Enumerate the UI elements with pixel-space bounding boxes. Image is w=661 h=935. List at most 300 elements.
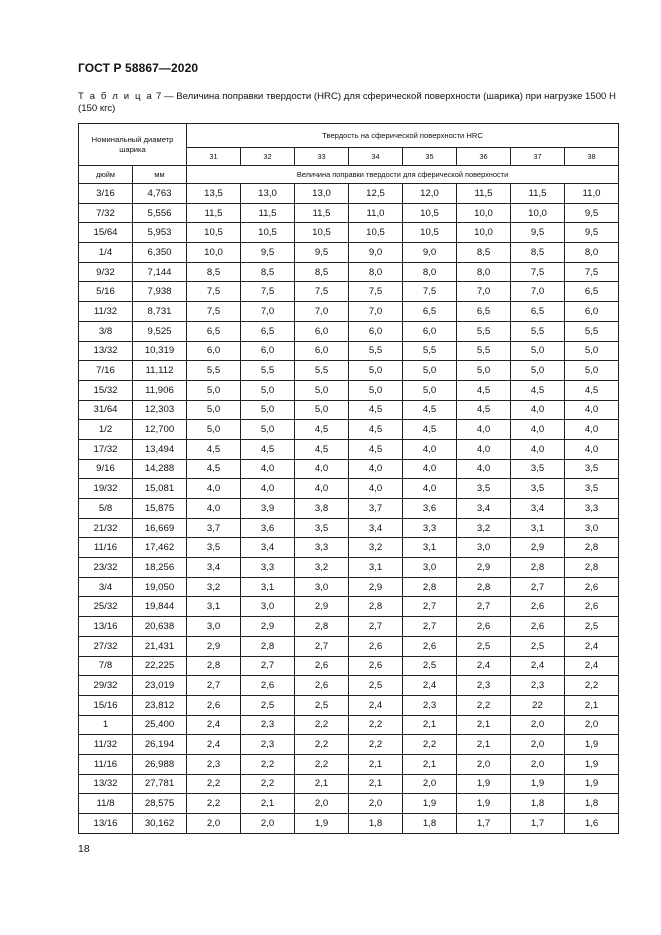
diameter-mm-cell: 5,556 xyxy=(133,203,187,223)
correction-value-cell: 8,5 xyxy=(457,243,511,263)
correction-value-cell: 3,2 xyxy=(187,577,241,597)
correction-value-cell: 4,0 xyxy=(511,400,565,420)
correction-value-cell: 4,0 xyxy=(565,439,619,459)
correction-value-cell: 4,5 xyxy=(187,459,241,479)
document-id: ГОСТ Р 58867—2020 xyxy=(78,61,199,75)
diameter-inch-cell: 1/4 xyxy=(79,243,133,263)
correction-value-cell: 3,5 xyxy=(565,479,619,499)
correction-value-cell: 2,6 xyxy=(403,636,457,656)
correction-value-cell: 3,2 xyxy=(295,558,349,578)
correction-value-cell: 3,8 xyxy=(295,499,349,519)
correction-value-cell: 3,0 xyxy=(403,558,457,578)
correction-value-cell: 1,9 xyxy=(511,774,565,794)
correction-value-cell: 2,2 xyxy=(457,695,511,715)
table-row xyxy=(79,459,619,479)
correction-value-cell: 11,0 xyxy=(565,184,619,204)
correction-value-cell: 2,2 xyxy=(295,715,349,735)
correction-value-cell: 3,1 xyxy=(403,538,457,558)
correction-value-cell: 2,8 xyxy=(511,558,565,578)
correction-value-cell: 1,9 xyxy=(565,735,619,755)
correction-value-cell: 1,9 xyxy=(403,794,457,814)
correction-value-cell: 4,0 xyxy=(511,420,565,440)
correction-value-cell: 8,5 xyxy=(511,243,565,263)
correction-value-cell: 1,8 xyxy=(349,814,403,834)
correction-value-cell: 1,8 xyxy=(403,814,457,834)
table-row xyxy=(79,577,619,597)
correction-value-cell: 2,3 xyxy=(187,754,241,774)
table-row xyxy=(79,361,619,381)
diameter-mm-cell: 5,953 xyxy=(133,223,187,243)
correction-value-cell: 9,5 xyxy=(565,203,619,223)
correction-value-cell: 4,0 xyxy=(241,479,295,499)
correction-value-cell: 3,5 xyxy=(565,459,619,479)
diameter-inch-cell: 11/16 xyxy=(79,538,133,558)
correction-value-cell: 2,7 xyxy=(511,577,565,597)
correction-value-cell: 1,9 xyxy=(295,814,349,834)
correction-value-cell: 5,0 xyxy=(565,361,619,381)
correction-value-cell: 6,0 xyxy=(295,321,349,341)
correction-value-cell: 2,6 xyxy=(565,577,619,597)
correction-value-cell: 2,3 xyxy=(241,715,295,735)
diameter-inch-cell: 19/32 xyxy=(79,479,133,499)
correction-value-cell: 6,0 xyxy=(187,341,241,361)
correction-value-cell: 3,4 xyxy=(457,499,511,519)
table-row xyxy=(79,243,619,263)
correction-value-cell: 3,6 xyxy=(241,518,295,538)
correction-value-cell: 3,0 xyxy=(457,538,511,558)
diameter-mm-cell: 11,112 xyxy=(133,361,187,381)
correction-value-cell: 9,5 xyxy=(565,223,619,243)
correction-value-cell: 1,8 xyxy=(565,794,619,814)
table-row xyxy=(79,302,619,322)
correction-value-cell: 2,5 xyxy=(403,656,457,676)
correction-value-cell: 3,3 xyxy=(241,558,295,578)
correction-value-cell: 2,6 xyxy=(295,676,349,696)
correction-value-cell: 10,5 xyxy=(403,203,457,223)
correction-value-cell: 2,7 xyxy=(349,617,403,637)
correction-header: Величина поправки твердости для сферической поверхности xyxy=(187,166,619,184)
hrc-value-header: 33 xyxy=(295,148,349,166)
correction-value-cell: 4,0 xyxy=(457,459,511,479)
correction-value-cell: 12,5 xyxy=(349,184,403,204)
table-row xyxy=(79,479,619,499)
correction-value-cell: 3,7 xyxy=(187,518,241,538)
diameter-inch-cell: 27/32 xyxy=(79,636,133,656)
correction-value-cell: 6,5 xyxy=(457,302,511,322)
correction-value-cell: 7,5 xyxy=(349,282,403,302)
correction-value-cell: 2,3 xyxy=(403,695,457,715)
diameter-inch-cell: 15/32 xyxy=(79,380,133,400)
correction-value-cell: 1,6 xyxy=(565,814,619,834)
correction-value-cell: 6,5 xyxy=(403,302,457,322)
correction-value-cell: 5,5 xyxy=(295,361,349,381)
correction-value-cell: 3,0 xyxy=(565,518,619,538)
diameter-inch-cell: 11/8 xyxy=(79,794,133,814)
correction-value-cell: 5,0 xyxy=(457,361,511,381)
table-row xyxy=(79,439,619,459)
table-row xyxy=(79,400,619,420)
table-caption-label: Т а б л и ц а xyxy=(78,91,154,102)
correction-value-cell: 4,0 xyxy=(403,459,457,479)
correction-value-cell: 8,5 xyxy=(295,262,349,282)
table-row xyxy=(79,223,619,243)
correction-value-cell: 3,5 xyxy=(187,538,241,558)
correction-value-cell: 2,9 xyxy=(295,597,349,617)
correction-value-cell: 2,2 xyxy=(349,715,403,735)
correction-value-cell: 4,0 xyxy=(349,459,403,479)
hardness-header: Твердость на сферической поверхности HRC xyxy=(187,124,619,148)
correction-value-cell: 5,0 xyxy=(187,380,241,400)
correction-value-cell: 3,0 xyxy=(241,597,295,617)
diameter-inch-cell: 21/32 xyxy=(79,518,133,538)
correction-value-cell: 11,5 xyxy=(511,184,565,204)
table-row xyxy=(79,814,619,834)
correction-value-cell: 5,0 xyxy=(403,361,457,381)
correction-value-cell: 7,5 xyxy=(565,262,619,282)
correction-value-cell: 2,6 xyxy=(511,617,565,637)
diameter-inch-cell: 31/64 xyxy=(79,400,133,420)
hrc-value-header: 36 xyxy=(457,148,511,166)
correction-value-cell: 4,5 xyxy=(565,380,619,400)
correction-value-cell: 2,6 xyxy=(511,597,565,617)
correction-value-cell: 1,7 xyxy=(511,814,565,834)
diameter-mm-cell: 19,844 xyxy=(133,597,187,617)
correction-value-cell: 2,2 xyxy=(241,754,295,774)
diameter-mm-cell: 16,669 xyxy=(133,518,187,538)
diameter-inch-cell: 9/16 xyxy=(79,459,133,479)
correction-value-cell: 4,0 xyxy=(457,420,511,440)
diameter-inch-cell: 7/16 xyxy=(79,361,133,381)
correction-value-cell: 2,2 xyxy=(187,794,241,814)
correction-value-cell: 2,0 xyxy=(511,754,565,774)
correction-value-cell: 13,0 xyxy=(241,184,295,204)
correction-value-cell: 4,5 xyxy=(457,400,511,420)
correction-value-cell: 5,5 xyxy=(241,361,295,381)
correction-value-cell: 3,1 xyxy=(187,597,241,617)
header-row-top xyxy=(79,124,619,148)
correction-value-cell: 2,0 xyxy=(241,814,295,834)
table-row xyxy=(79,518,619,538)
correction-value-cell: 11,5 xyxy=(241,203,295,223)
table-row xyxy=(79,636,619,656)
table-row xyxy=(79,499,619,519)
table-row xyxy=(79,558,619,578)
diameter-inch-cell: 15/16 xyxy=(79,695,133,715)
diameter-mm-cell: 28,575 xyxy=(133,794,187,814)
correction-value-cell: 2,6 xyxy=(241,676,295,696)
correction-value-cell: 13,0 xyxy=(295,184,349,204)
correction-value-cell: 2,7 xyxy=(403,617,457,637)
correction-value-cell: 4,5 xyxy=(241,439,295,459)
diameter-mm-cell: 26,988 xyxy=(133,754,187,774)
diameter-inch-cell: 1/2 xyxy=(79,420,133,440)
correction-value-cell: 2,7 xyxy=(403,597,457,617)
correction-value-cell: 2,8 xyxy=(565,558,619,578)
correction-value-cell: 2,2 xyxy=(295,735,349,755)
correction-value-cell: 4,0 xyxy=(295,479,349,499)
correction-value-cell: 2,6 xyxy=(349,656,403,676)
correction-value-cell: 6,0 xyxy=(295,341,349,361)
table-row xyxy=(79,794,619,814)
correction-value-cell: 9,5 xyxy=(241,243,295,263)
correction-value-cell: 2,9 xyxy=(457,558,511,578)
correction-value-cell: 2,0 xyxy=(511,735,565,755)
hardness-correction-table xyxy=(78,123,619,834)
correction-value-cell: 11,0 xyxy=(349,203,403,223)
table-row xyxy=(79,262,619,282)
correction-value-cell: 10,0 xyxy=(457,223,511,243)
table-row xyxy=(79,656,619,676)
diameter-mm-cell: 7,144 xyxy=(133,262,187,282)
correction-value-cell: 7,5 xyxy=(295,282,349,302)
correction-value-cell: 3,4 xyxy=(241,538,295,558)
correction-value-cell: 5,5 xyxy=(457,321,511,341)
correction-value-cell: 3,2 xyxy=(349,538,403,558)
correction-value-cell: 3,3 xyxy=(295,538,349,558)
correction-value-cell: 2,8 xyxy=(457,577,511,597)
correction-value-cell: 2,4 xyxy=(403,676,457,696)
diameter-inch-cell: 1 xyxy=(79,715,133,735)
diameter-mm-cell: 15,875 xyxy=(133,499,187,519)
correction-value-cell: 4,5 xyxy=(403,400,457,420)
diameter-inch-cell: 23/32 xyxy=(79,558,133,578)
correction-value-cell: 4,5 xyxy=(349,420,403,440)
correction-value-cell: 5,0 xyxy=(295,400,349,420)
correction-value-cell: 9,5 xyxy=(295,243,349,263)
correction-value-cell: 9,0 xyxy=(403,243,457,263)
correction-value-cell: 6,5 xyxy=(565,282,619,302)
correction-value-cell: 2,7 xyxy=(241,656,295,676)
correction-value-cell: 2,2 xyxy=(295,754,349,774)
correction-value-cell: 1,9 xyxy=(457,794,511,814)
correction-value-cell: 5,5 xyxy=(187,361,241,381)
correction-value-cell: 4,5 xyxy=(457,380,511,400)
correction-value-cell: 3,1 xyxy=(241,577,295,597)
correction-value-cell: 3,5 xyxy=(511,479,565,499)
inch-header: дюйм xyxy=(79,166,133,184)
correction-value-cell: 2,1 xyxy=(403,715,457,735)
correction-value-cell: 3,3 xyxy=(403,518,457,538)
correction-value-cell: 5,0 xyxy=(511,341,565,361)
hrc-value-header: 34 xyxy=(349,148,403,166)
correction-value-cell: 6,5 xyxy=(187,321,241,341)
correction-value-cell: 5,0 xyxy=(241,380,295,400)
correction-value-cell: 2,5 xyxy=(457,636,511,656)
diameter-inch-cell: 15/64 xyxy=(79,223,133,243)
diameter-mm-cell: 23,019 xyxy=(133,676,187,696)
correction-value-cell: 10,5 xyxy=(295,223,349,243)
diameter-inch-cell: 9/32 xyxy=(79,262,133,282)
correction-value-cell: 9,5 xyxy=(511,223,565,243)
diameter-inch-cell: 13/32 xyxy=(79,341,133,361)
correction-value-cell: 4,0 xyxy=(349,479,403,499)
table-row xyxy=(79,715,619,735)
correction-value-cell: 4,0 xyxy=(511,439,565,459)
correction-value-cell: 10,5 xyxy=(349,223,403,243)
correction-value-cell: 2,8 xyxy=(241,636,295,656)
correction-value-cell: 5,0 xyxy=(349,361,403,381)
correction-value-cell: 8,5 xyxy=(241,262,295,282)
correction-value-cell: 2,9 xyxy=(349,577,403,597)
correction-value-cell: 5,0 xyxy=(403,380,457,400)
correction-value-cell: 9,0 xyxy=(349,243,403,263)
diameter-mm-cell: 19,050 xyxy=(133,577,187,597)
correction-value-cell: 2,0 xyxy=(565,715,619,735)
table-row xyxy=(79,617,619,637)
correction-value-cell: 2,1 xyxy=(241,794,295,814)
diameter-inch-cell: 3/8 xyxy=(79,321,133,341)
correction-value-cell: 5,5 xyxy=(511,321,565,341)
diameter-mm-cell: 22,225 xyxy=(133,656,187,676)
correction-value-cell: 2,8 xyxy=(187,656,241,676)
diameter-mm-cell: 9,525 xyxy=(133,321,187,341)
header-row-units xyxy=(79,166,619,184)
diameter-mm-cell: 25,400 xyxy=(133,715,187,735)
correction-value-cell: 1,8 xyxy=(511,794,565,814)
correction-value-cell: 2,2 xyxy=(565,676,619,696)
correction-value-cell: 2,1 xyxy=(457,715,511,735)
correction-value-cell: 10,0 xyxy=(457,203,511,223)
correction-value-cell: 4,0 xyxy=(457,439,511,459)
correction-value-cell: 2,4 xyxy=(565,656,619,676)
correction-value-cell: 2,1 xyxy=(349,774,403,794)
correction-value-cell: 8,0 xyxy=(349,262,403,282)
table-caption-text: 7 — Величина поправки твердости (HRC) для сферической поверхности (шарика) при нагрузке 1500 Н (150 кгс) xyxy=(78,91,616,114)
correction-value-cell: 7,0 xyxy=(349,302,403,322)
correction-value-cell: 2,3 xyxy=(241,735,295,755)
table-row xyxy=(79,538,619,558)
correction-value-cell: 6,0 xyxy=(241,341,295,361)
diameter-mm-cell: 7,938 xyxy=(133,282,187,302)
diameter-mm-cell: 4,763 xyxy=(133,184,187,204)
hrc-value-header: 32 xyxy=(241,148,295,166)
diameter-mm-cell: 14,288 xyxy=(133,459,187,479)
correction-value-cell: 7,5 xyxy=(187,282,241,302)
correction-value-cell: 2,2 xyxy=(187,774,241,794)
correction-value-cell: 2,5 xyxy=(511,636,565,656)
correction-value-cell: 10,5 xyxy=(241,223,295,243)
correction-value-cell: 2,3 xyxy=(457,676,511,696)
correction-value-cell: 5,5 xyxy=(565,321,619,341)
correction-value-cell: 1,9 xyxy=(457,774,511,794)
correction-value-cell: 6,0 xyxy=(349,321,403,341)
diameter-mm-cell: 23,812 xyxy=(133,695,187,715)
correction-value-cell: 2,1 xyxy=(403,754,457,774)
table-row xyxy=(79,321,619,341)
correction-value-cell: 6,5 xyxy=(241,321,295,341)
table-body xyxy=(79,184,619,834)
correction-value-cell: 11,5 xyxy=(295,203,349,223)
correction-value-cell: 2,6 xyxy=(349,636,403,656)
correction-value-cell: 6,0 xyxy=(403,321,457,341)
correction-value-cell: 3,7 xyxy=(349,499,403,519)
diameter-mm-cell: 27,781 xyxy=(133,774,187,794)
correction-value-cell: 2,1 xyxy=(295,774,349,794)
diameter-mm-cell: 30,162 xyxy=(133,814,187,834)
correction-value-cell: 3,3 xyxy=(565,499,619,519)
correction-value-cell: 4,0 xyxy=(187,479,241,499)
correction-value-cell: 2,1 xyxy=(349,754,403,774)
correction-value-cell: 6,0 xyxy=(565,302,619,322)
hrc-value-header: 37 xyxy=(511,148,565,166)
diameter-inch-cell: 11/32 xyxy=(79,302,133,322)
diameter-inch-cell: 17/32 xyxy=(79,439,133,459)
correction-value-cell: 2,2 xyxy=(241,774,295,794)
diameter-mm-cell: 18,256 xyxy=(133,558,187,578)
correction-value-cell: 2,8 xyxy=(565,538,619,558)
correction-value-cell: 7,0 xyxy=(511,282,565,302)
hrc-value-header: 31 xyxy=(187,148,241,166)
table-row xyxy=(79,184,619,204)
correction-value-cell: 3,4 xyxy=(187,558,241,578)
correction-value-cell: 3,1 xyxy=(349,558,403,578)
correction-value-cell: 2,4 xyxy=(457,656,511,676)
correction-value-cell: 2,4 xyxy=(349,695,403,715)
correction-value-cell: 5,5 xyxy=(349,341,403,361)
correction-value-cell: 2,1 xyxy=(565,695,619,715)
table-row xyxy=(79,380,619,400)
correction-value-cell: 5,0 xyxy=(295,380,349,400)
correction-value-cell: 5,5 xyxy=(457,341,511,361)
correction-value-cell: 2,4 xyxy=(511,656,565,676)
correction-value-cell: 5,0 xyxy=(241,420,295,440)
correction-value-cell: 7,5 xyxy=(241,282,295,302)
correction-value-cell: 4,0 xyxy=(565,420,619,440)
diameter-mm-cell: 6,350 xyxy=(133,243,187,263)
correction-value-cell: 2,9 xyxy=(187,636,241,656)
diameter-inch-cell: 13/16 xyxy=(79,814,133,834)
correction-value-cell: 2,0 xyxy=(403,774,457,794)
correction-value-cell: 7,0 xyxy=(295,302,349,322)
correction-value-cell: 2,1 xyxy=(457,735,511,755)
correction-value-cell: 2,4 xyxy=(187,735,241,755)
correction-value-cell: 2,8 xyxy=(349,597,403,617)
correction-value-cell: 7,0 xyxy=(241,302,295,322)
correction-value-cell: 3,4 xyxy=(349,518,403,538)
correction-value-cell: 11,5 xyxy=(457,184,511,204)
diameter-mm-cell: 8,731 xyxy=(133,302,187,322)
correction-value-cell: 2,0 xyxy=(187,814,241,834)
diameter-inch-cell: 11/16 xyxy=(79,754,133,774)
correction-value-cell: 7,5 xyxy=(187,302,241,322)
table-row xyxy=(79,695,619,715)
correction-value-cell: 5,5 xyxy=(403,341,457,361)
diameter-mm-cell: 10,319 xyxy=(133,341,187,361)
table-row xyxy=(79,774,619,794)
correction-value-cell: 8,0 xyxy=(565,243,619,263)
correction-value-cell: 2,0 xyxy=(295,794,349,814)
correction-value-cell: 3,5 xyxy=(511,459,565,479)
diameter-inch-cell: 11/32 xyxy=(79,735,133,755)
correction-value-cell: 12,0 xyxy=(403,184,457,204)
correction-value-cell: 8,0 xyxy=(403,262,457,282)
correction-value-cell: 4,0 xyxy=(403,439,457,459)
correction-value-cell: 10,5 xyxy=(187,223,241,243)
correction-value-cell: 3,2 xyxy=(457,518,511,538)
table-row xyxy=(79,420,619,440)
correction-value-cell: 7,5 xyxy=(511,262,565,282)
diameter-inch-cell: 7/8 xyxy=(79,656,133,676)
diameter-mm-cell: 21,431 xyxy=(133,636,187,656)
correction-value-cell: 8,0 xyxy=(457,262,511,282)
diameter-mm-cell: 12,700 xyxy=(133,420,187,440)
table-row xyxy=(79,341,619,361)
nominal-diameter-header: Номинальный диаметр шарика xyxy=(79,124,187,166)
table-row xyxy=(79,282,619,302)
correction-value-cell: 2,7 xyxy=(187,676,241,696)
correction-value-cell: 5,0 xyxy=(241,400,295,420)
table-row xyxy=(79,754,619,774)
